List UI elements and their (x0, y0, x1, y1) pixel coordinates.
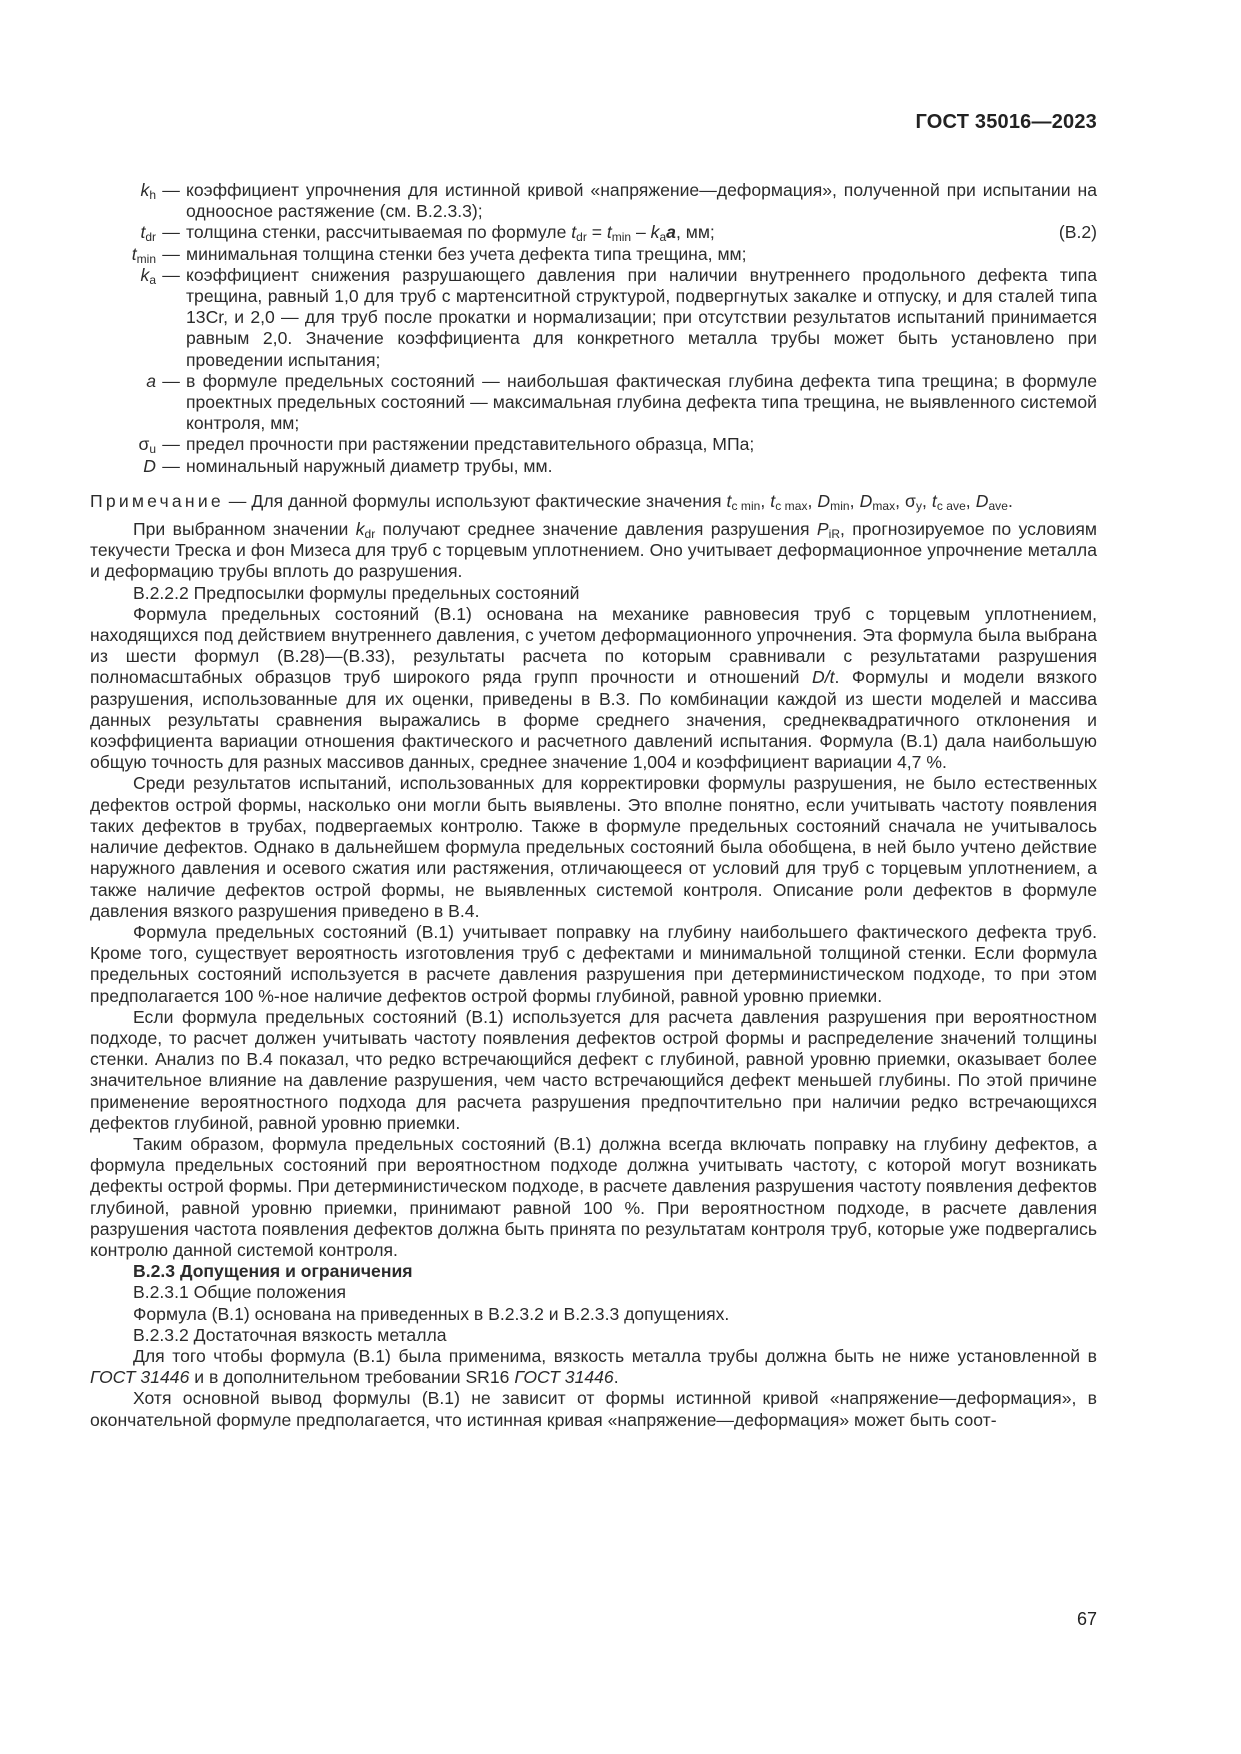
definition-text: номинальный наружный диаметр трубы, мм. (186, 455, 553, 476)
paragraph: При выбранном значении $k_{dr}$ получают среднее значение давления разрушения $P_{iR}$, прогнозируемое по условиям текучести Треска и фон Мизеса для труб с торцевым уплотнением. Оно учитывает деформационное упрочнение металла и деформацию трубы вплоть до разрушения. (90, 519, 1097, 582)
definition-tmin: $t_{min}$ — минимальная толщина стенки без учета дефекта типа трещина, мм; (90, 244, 1097, 265)
symbol-ka: $k_a$ (140, 264, 156, 287)
paragraph: Формула предельных состояний (B.1) основана на механике равновесия труб с торцевым уплотнением, находящихся под действием внутреннего давления, с учетом деформационного упрочнения. Эта формула была выбрана из шести формул (B.28)—(B.33), результаты расчета по которым сравнивали с результатами разрушения полномасштабных образцов труб широкого ряда групп прочности и отношений D/t. Формулы и модели вязкого разрушения, использованные для их оценки, приведены в B.3. По комбинации каждой из шести моделей и массива данных результаты сравнения выражались в форме среднего значения, среднеквадратичного отклонения и коэффициента вариации отношения фактического и расчетного давлений испытания. Формула (B.1) дала наибольшую общую точность для разных массивов данных, среднее значение 1,004 и коэффициент вариации 4,7 %. (90, 603, 1098, 773)
note: Примечание — Для данной формулы используют фактические значения $t_{c min}$, $t_{c max}$, $D_{min}$, $D_{max}$, $\sigma_y$, $t_{c ave}$, $D_{ave}$. (90, 490, 1013, 513)
paragraph: Формула предельных состояний (B.1) учитывает поправку на глубину наибольшего фактического дефекта труб. Кроме того, существует вероятность изготовления труб с дефектами и минимальной толщиной стенки. Если формула предельных состояний используется в расчете давления разрушения при детерминистическом подходе, то при этом предполагается 100 %-ное наличие дефектов острой формы глубиной, равной уровню приемки. (90, 921, 1097, 1006)
definition-text: минимальная толщина стенки без учета дефекта типа трещина, мм; (186, 243, 747, 264)
note-label: Примечание (90, 490, 224, 511)
symbol-D: D (143, 455, 156, 476)
section-heading-b23: B.2.3 Допущения и ограничения (133, 1261, 413, 1282)
paragraph: Среди результатов испытаний, использованных для корректировки формулы разрушения, не было естественных дефектов острой формы, насколько они могли быть выявлены. Это вполне понятно, если учитывать частоту появления таких дефектов в трубах, подвергаемых контролю. Также в формуле предельных состояний сначала не учитывалось наличие дефектов. Однако в дальнейшем формула предельных состояний была обобщена, в ней было учтено действие наружного давления и осевого сжатия или растяжения, отличающееся от условий для труб с торцевым уплотнением, а также наличие дефектов острой формы, не выявленных системой контроля. Описание роли дефектов в формуле давления вязкого разрушения приведено в B.4. (90, 773, 1097, 921)
gost-reference: ГОСТ 31446 (90, 1367, 190, 1388)
note-text: — Для данной формулы используют фактические значения (223, 490, 727, 511)
definition-a: a — в формуле предельных состояний — наибольшая фактическая глубина дефекта типа трещина; в формуле проектных предельных состояний — максимальная глубина дефекта типа трещина, не выявленного системой контроля, мм; (90, 371, 1097, 435)
section-heading-b232: B.2.3.2 Достаточная вязкость металла (133, 1324, 447, 1345)
paragraph: Если формула предельных состояний (B.1) используется для расчета давления разрушения при вероятностном подходе, то расчет должен учитывать частоту появления дефектов острой формы и распределение значений толщины стенки. Анализ по B.4 показал, что редко встречающийся дефект с глубиной, равной уровню приемки, оказывает более значительное влияние на давление разрушения, чем часто встречающийся дефект меньшей глубины. По этой причине применение вероятностного подхода для расчета разрушения предпочтительно при наличии редко встречающихся дефектов глубиной, равной уровню приемки. (90, 1006, 1097, 1133)
definition-kh: $k_h$ — коэффициент упрочнения для истинной кривой «напряжение—деформация», полученной при испытании на одноосное растяжение (см. B.2.3.3); (90, 180, 1097, 222)
section-heading-b231: B.2.3.1 Общие положения (133, 1282, 346, 1303)
symbol-definitions (90, 180, 1097, 477)
symbol-sigma-u: $\sigma_u$ (138, 434, 156, 457)
page-content (90, 180, 1097, 1431)
paragraph: Формула (B.1) основана на приведенных в B.2.3.2 и B.2.3.3 допущениях. (133, 1303, 730, 1324)
definition-ka: $k_a$ — коэффициент снижения разрушающего давления при наличии внутреннего продольного дефекта типа трещина, равный 1,0 для труб с мартенситной структурой, подвергнутых закалке и отпуску, и для сталей типа 13Cr, и 2,0 — для труб после прокатки и нормализации; при отсутствии результатов испытаний принимается равным 2,0. Значение коэффициента для конкретного металла трубы может быть установлено при проведении испытания; (90, 265, 1097, 371)
definition-sigma-u: $\sigma_u$ — предел прочности при растяжении представительного образца, МПа; (90, 434, 1097, 455)
section-heading-b222: B.2.2.2 Предпосылки формулы предельных состояний (133, 582, 580, 603)
gost-reference: ГОСТ 31446 (514, 1367, 614, 1388)
paragraph: Для того чтобы формула (B.1) была применима, вязкость металла трубы должна быть не ниже установленной в ГОСТ 31446 и в дополнительном требовании SR16 ГОСТ 31446. (90, 1345, 1097, 1388)
definition-text: в формуле предельных состояний — наибольшая фактическая глубина дефекта типа трещина; в формуле проектных предельных состояний — максимальная глубина дефекта типа трещина, не выявленного системой контроля, мм; (186, 370, 1097, 434)
note-symbols: $t_{c min}$, $t_{c max}$, $D_{min}$, $D_{max}$, $\sigma_y$, $t_{c ave}$, $D_{ave}$ (726, 490, 1008, 513)
definition-text: коэффициент снижения разрушающего давления при наличии внутреннего продольного дефекта типа трещина, равный 1,0 для труб с мартенситной структурой, подвергнутых закалке и отпуску, и для сталей типа 13Cr, и 2,0 — для труб после прокатки и нормализации; при отсутствии результатов испытаний принимается равным 2,0. Значение коэффициента для конкретного металла трубы может быть установлено при проведении испытания; (186, 264, 1097, 370)
symbol-kh: $k_h$ (140, 180, 156, 202)
definition-text: коэффициент упрочнения для истинной кривой «напряжение—деформация», полученной при испытании на одноосное растяжение (см. B.2.3.3); (186, 180, 1097, 222)
definition-text: предел прочности при растяжении представительного образца, МПа; (186, 434, 755, 455)
paragraph: Хотя основной вывод формулы (B.1) не зависит от формы истинной кривой «напряжение—деформация», в окончательной формуле предполагается, что истинная кривая «напряжение—деформация» может быть соот- (90, 1388, 1097, 1430)
symbol-a: a (146, 370, 156, 391)
symbol-tmin: $t_{min}$ (131, 243, 156, 266)
definition-D: D — номинальный наружный диаметр трубы, мм. (90, 456, 1097, 477)
symbol-tdr: $t_{dr}$ (140, 222, 156, 245)
definition-tdr: $t_{dr}$ — толщина стенки, рассчитываемая по формуле $t_{dr} = t_{min} - k_aa$, мм; (B.2) (90, 222, 1097, 243)
equation-number: (B.2) (1058, 222, 1097, 243)
formula-b2: $t_{dr} = t_{min} - k_aa$ (571, 222, 676, 245)
paragraph: Таким образом, формула предельных состояний (B.1) должна всегда включать поправку на глубину дефектов, а формула предельных состояний при вероятностном подходе должна учитывать частоту, с которой могут возникать дефекты острой формы. При детерминистическом подходе, в расчете давления разрушения частоту появления дефектов глубиной, равной уровню приемки, принимают равной 100 %. При вероятностном подходе, в расчете давления разрушения частота появления дефектов должна быть принята по результатам контроля труб, которые уже подвергались контролю данной системой контроля. (90, 1133, 1097, 1260)
document-header: ГОСТ 35016—2023 (915, 111, 1097, 133)
page-number: 67 (1076, 1609, 1097, 1629)
definition-text: толщина стенки, рассчитываемая по формуле $t_{dr} = t_{min} - k_aa$, мм; (186, 222, 715, 245)
